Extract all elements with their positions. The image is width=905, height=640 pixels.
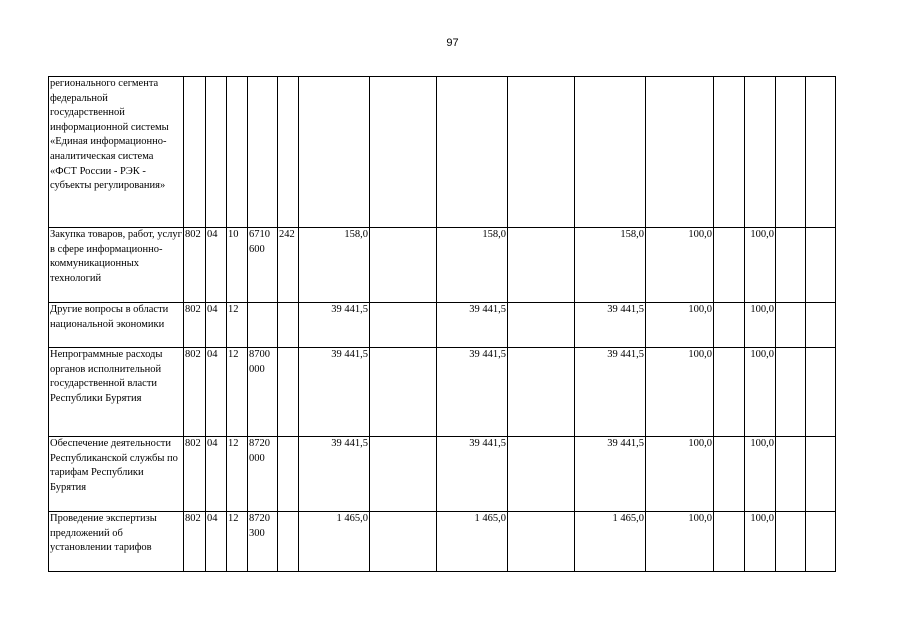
- empty-cell: [714, 437, 745, 512]
- amount-2: 39 441,5: [437, 348, 508, 437]
- amount-3: 39 441,5: [575, 303, 646, 348]
- target-code: 8720 300: [248, 512, 278, 572]
- empty-cell: [806, 228, 836, 303]
- subsection-code: 12: [227, 437, 248, 512]
- pct-1: 100,0: [646, 512, 714, 572]
- amount-1: 158,0: [299, 228, 370, 303]
- empty-cell: [370, 512, 437, 572]
- table-body: [49, 77, 836, 572]
- table-row: [49, 348, 836, 437]
- amount-2: 158,0: [437, 228, 508, 303]
- expense-type-code: [278, 512, 299, 572]
- budget-table: [48, 76, 836, 572]
- pct-1: 100,0: [646, 303, 714, 348]
- amount-2: 39 441,5: [437, 303, 508, 348]
- empty-cell: [370, 348, 437, 437]
- subsection-code: 12: [227, 348, 248, 437]
- pct-1: [646, 77, 714, 228]
- row-name: Закупка товаров, работ, услуг в сфере информационно-коммуникационных технологий: [49, 228, 184, 303]
- empty-cell: [714, 228, 745, 303]
- row-name: Проведение экспертизы предложений об установлении тарифов: [49, 512, 184, 572]
- empty-cell: [370, 303, 437, 348]
- section-code: 04: [206, 348, 227, 437]
- section-code: 04: [206, 437, 227, 512]
- ministry-code: 802: [184, 348, 206, 437]
- amount-1: 39 441,5: [299, 437, 370, 512]
- amount-3: 1 465,0: [575, 512, 646, 572]
- amount-2: 39 441,5: [437, 437, 508, 512]
- pct-1: 100,0: [646, 348, 714, 437]
- amount-1: [299, 77, 370, 228]
- subsection-code: 12: [227, 512, 248, 572]
- subsection-code: 12: [227, 303, 248, 348]
- amount-2: 1 465,0: [437, 512, 508, 572]
- expense-type-code: [278, 348, 299, 437]
- amount-3: 39 441,5: [575, 437, 646, 512]
- pct-1: 100,0: [646, 228, 714, 303]
- subsection-code: 10: [227, 228, 248, 303]
- table-row: [49, 228, 836, 303]
- amount-3: 158,0: [575, 228, 646, 303]
- row-name: регионального сегмента федеральной государственной информационной системы «Единая информационно-аналитическая система «ФСТ России - РЭК - субъекты регулирования»: [49, 77, 184, 228]
- section-code: 04: [206, 303, 227, 348]
- row-name: Обеспечение деятельности Республиканской службы по тарифам Республики Бурятия: [49, 437, 184, 512]
- empty-cell: [508, 77, 575, 228]
- page-number: 97: [446, 37, 459, 49]
- empty-cell: [806, 437, 836, 512]
- ministry-code: 802: [184, 228, 206, 303]
- target-code: [248, 77, 278, 228]
- pct-1: 100,0: [646, 437, 714, 512]
- row-name: Другие вопросы в области национальной экономики: [49, 303, 184, 348]
- pct-2: [745, 77, 776, 228]
- empty-cell: [508, 228, 575, 303]
- pct-2: 100,0: [745, 348, 776, 437]
- empty-cell: [776, 303, 806, 348]
- pct-2: 100,0: [745, 228, 776, 303]
- ministry-code: [184, 77, 206, 228]
- target-code: 6710 600: [248, 228, 278, 303]
- amount-2: [437, 77, 508, 228]
- empty-cell: [714, 77, 745, 228]
- amount-1: 39 441,5: [299, 303, 370, 348]
- empty-cell: [776, 228, 806, 303]
- row-name: Непрограммные расходы органов исполнительной государственной власти Республики Бурятия: [49, 348, 184, 437]
- target-code: 8720 000: [248, 437, 278, 512]
- pct-2: 100,0: [745, 512, 776, 572]
- ministry-code: 802: [184, 512, 206, 572]
- empty-cell: [714, 348, 745, 437]
- empty-cell: [806, 77, 836, 228]
- amount-1: 1 465,0: [299, 512, 370, 572]
- amount-3: [575, 77, 646, 228]
- pct-2: 100,0: [745, 437, 776, 512]
- amount-1: 39 441,5: [299, 348, 370, 437]
- empty-cell: [776, 512, 806, 572]
- expense-type-code: [278, 77, 299, 228]
- amount-3: 39 441,5: [575, 348, 646, 437]
- empty-cell: [370, 228, 437, 303]
- empty-cell: [508, 437, 575, 512]
- empty-cell: [508, 512, 575, 572]
- empty-cell: [370, 77, 437, 228]
- empty-cell: [806, 303, 836, 348]
- target-code: 8700 000: [248, 348, 278, 437]
- expense-type-code: [278, 437, 299, 512]
- table-row: [49, 303, 836, 348]
- expense-type-code: 242: [278, 228, 299, 303]
- empty-cell: [508, 348, 575, 437]
- table-row: [49, 512, 836, 572]
- empty-cell: [508, 303, 575, 348]
- empty-cell: [776, 437, 806, 512]
- subsection-code: [227, 77, 248, 228]
- table-row: [49, 77, 836, 228]
- section-code: 04: [206, 512, 227, 572]
- pct-2: 100,0: [745, 303, 776, 348]
- empty-cell: [806, 512, 836, 572]
- empty-cell: [806, 348, 836, 437]
- target-code: [248, 303, 278, 348]
- empty-cell: [714, 512, 745, 572]
- section-code: [206, 77, 227, 228]
- section-code: 04: [206, 228, 227, 303]
- expense-type-code: [278, 303, 299, 348]
- table-row: [49, 437, 836, 512]
- empty-cell: [776, 77, 806, 228]
- empty-cell: [714, 303, 745, 348]
- ministry-code: 802: [184, 303, 206, 348]
- ministry-code: 802: [184, 437, 206, 512]
- empty-cell: [776, 348, 806, 437]
- empty-cell: [370, 437, 437, 512]
